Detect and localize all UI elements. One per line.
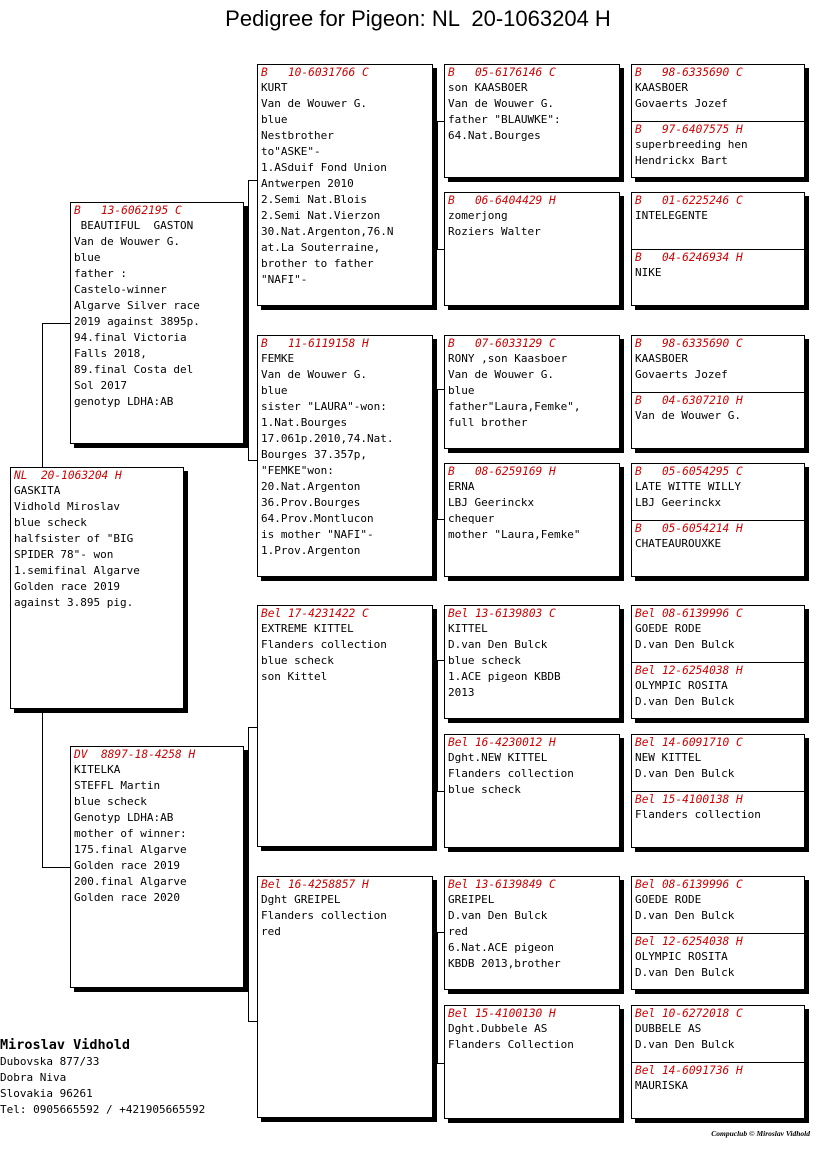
subject-detail-line: blue scheck <box>14 516 87 529</box>
grandparent-detail-line: Dght GREIPEL <box>261 893 341 906</box>
great-great-grandparent-detail-line: GOEDE RODE <box>635 622 702 635</box>
connector-line <box>248 180 249 460</box>
grandparent-detail-line: is mother "NAFI"- <box>261 528 374 541</box>
connector-line <box>437 389 438 519</box>
dam-section <box>632 1062 804 1118</box>
grandparent-card[interactable] <box>257 335 433 577</box>
sire-section <box>632 606 804 662</box>
great-great-grandparent-ring-number: Bel 15-4100138 H <box>635 793 743 806</box>
connector-line <box>42 867 70 868</box>
great-great-grandparent-detail-line: Flanders collection <box>635 808 761 821</box>
owner-phone: Tel: 0905665592 / +421905665592 <box>0 1103 206 1116</box>
great-great-grandparent-ring-number: Bel 12-6254038 H <box>635 664 743 677</box>
great-great-grandparent-detail-line: GOEDE RODE <box>635 893 702 906</box>
great-grandparent-ring-number: B 06-6404429 H <box>448 194 556 207</box>
great-grandparent-detail-line: father "BLAUWKE": <box>448 113 561 126</box>
page-title: Pedigree for Pigeon: NL 20-1063204 H <box>225 6 611 31</box>
great-great-grandparent-detail-line: NEW KITTEL <box>635 751 702 764</box>
great-great-grandparent-pair-card[interactable] <box>631 734 805 848</box>
great-grandparent-ring-number: B 05-6176146 C <box>448 66 556 79</box>
father-card[interactable] <box>70 202 244 444</box>
sire-section <box>632 193 804 249</box>
great-grandparent-ring-number: B 08-6259169 H <box>448 465 556 478</box>
great-grandparent-detail-line: Van de Wouwer G. <box>448 368 554 381</box>
father-detail-line: 94.final Victoria <box>74 331 187 344</box>
dam-section <box>632 121 804 177</box>
great-great-grandparent-ring-number: Bel 12-6254038 H <box>635 935 743 948</box>
grandparent-detail-line: Nestbrother <box>261 129 334 142</box>
dam-section <box>632 249 804 305</box>
dam-section <box>632 791 804 847</box>
subject-pigeon-card[interactable] <box>10 467 184 709</box>
dam-section <box>632 662 804 718</box>
mother-detail-line: 175.final Algarve <box>74 843 187 856</box>
owner-address-line: Dubovska 877/33 <box>0 1055 100 1068</box>
great-great-grandparent-detail-line: DUBBELE AS <box>635 1022 702 1035</box>
great-great-grandparent-ring-number: Bel 14-6091736 H <box>635 1064 743 1077</box>
grandparent-ring-number: B 10-6031766 C <box>261 66 369 79</box>
sire-section <box>632 65 804 121</box>
grandparent-detail-line: Van de Wouwer G. <box>261 97 367 110</box>
dam-section <box>632 392 804 448</box>
grandparent-detail-line: red <box>261 925 281 938</box>
grandparent-detail-line: 1.Prov.Argenton <box>261 544 361 557</box>
great-great-grandparent-pair-card[interactable] <box>631 64 805 178</box>
great-grandparent-detail-line: son KAASBOER <box>448 81 528 94</box>
grandparent-detail-line: sister "LAURA"-won: <box>261 400 387 413</box>
great-grandparent-detail-line: ERNA <box>448 480 475 493</box>
great-great-grandparent-ring-number: B 05-6054214 H <box>635 522 743 535</box>
connector-line <box>248 1021 257 1022</box>
great-great-grandparent-detail-line: INTELEGENTE <box>635 209 708 222</box>
great-great-grandparent-ring-number: Bel 14-6091710 C <box>635 736 743 749</box>
great-grandparent-detail-line: full brother <box>448 416 528 429</box>
grandparent-detail-line: to"ASKE"- <box>261 145 321 158</box>
mother-detail-line: KITELKA <box>74 763 121 776</box>
grandparent-detail-line: 2.Semi Nat.Blois <box>261 193 367 206</box>
great-grandparent-detail-line: red <box>448 925 468 938</box>
grandparent-detail-line: 1.ASduif Fond Union <box>261 161 387 174</box>
great-great-grandparent-ring-number: Bel 08-6139996 C <box>635 607 743 620</box>
great-great-grandparent-detail-line: OLYMPIC ROSITA <box>635 679 728 692</box>
great-great-grandparent-detail-line: MAURISKA <box>635 1079 688 1092</box>
great-grandparent-card[interactable] <box>444 1005 620 1119</box>
great-grandparent-detail-line: father"Laura,Femke", <box>448 400 581 413</box>
great-grandparent-card[interactable] <box>444 734 620 848</box>
owner-name: Miroslav Vidhold <box>0 1037 131 1053</box>
connector-line <box>248 727 257 728</box>
father-detail-line: father : <box>74 267 127 280</box>
connector-line <box>42 323 70 324</box>
great-great-grandparent-detail-line: KAASBOER <box>635 81 688 94</box>
grandparent-ring-number: B 11-6119158 H <box>261 337 369 350</box>
connector-line <box>437 660 438 791</box>
great-great-grandparent-detail-line: LATE WITTE WILLY <box>635 480 741 493</box>
subject-ring-number: NL 20-1063204 H <box>14 469 122 482</box>
connector-line <box>42 709 43 867</box>
grandparent-detail-line: blue scheck <box>261 654 334 667</box>
father-detail-line: Falls 2018, <box>74 347 147 360</box>
great-great-grandparent-detail-line: KAASBOER <box>635 352 688 365</box>
grandparent-detail-line: 64.Prov.Montlucon <box>261 512 374 525</box>
great-great-grandparent-ring-number: B 05-6054295 C <box>635 465 743 478</box>
great-great-grandparent-detail-line: Hendrickx Bart <box>635 154 728 167</box>
great-great-grandparent-detail-line: D.van Den Bulck <box>635 909 735 922</box>
connector-line <box>248 460 257 461</box>
great-great-grandparent-detail-line: D.van Den Bulck <box>635 638 735 651</box>
great-grandparent-detail-line: GREIPEL <box>448 893 495 906</box>
great-grandparent-ring-number: B 07-6033129 C <box>448 337 556 350</box>
connector-line <box>248 727 249 1021</box>
great-great-grandparent-ring-number: Bel 08-6139996 C <box>635 878 743 891</box>
grandparent-detail-line: 1.Nat.Bourges <box>261 416 348 429</box>
grandparent-detail-line: "NAFI"- <box>261 273 308 286</box>
great-great-grandparent-ring-number: B 98-6335690 C <box>635 337 743 350</box>
father-detail-line: BEAUTIFUL GASTON <box>74 219 194 232</box>
great-grandparent-detail-line: blue scheck <box>448 783 521 796</box>
grandparent-detail-line: blue <box>261 113 288 126</box>
grandparent-detail-line: Van de Wouwer G. <box>261 368 367 381</box>
great-grandparent-detail-line: Roziers Walter <box>448 225 541 238</box>
grandparent-ring-number: Bel 16-4258857 H <box>261 878 369 891</box>
grandparent-detail-line: son Kittel <box>261 670 328 683</box>
father-detail-line: Sol 2017 <box>74 379 127 392</box>
great-grandparent-card[interactable] <box>444 64 620 178</box>
dam-section <box>632 933 804 989</box>
sire-section <box>632 877 804 933</box>
connector-line <box>437 932 444 933</box>
great-great-grandparent-detail-line: D.van Den Bulck <box>635 695 735 708</box>
connector-line <box>437 791 444 792</box>
connector-line <box>437 121 438 249</box>
great-great-grandparent-ring-number: B 98-6335690 C <box>635 66 743 79</box>
grandparent-detail-line: brother to father <box>261 257 374 270</box>
mother-detail-line: 200.final Algarve <box>74 875 187 888</box>
subject-detail-line: SPIDER 78"- won <box>14 548 114 561</box>
sire-section <box>632 464 804 520</box>
great-great-grandparent-pair-card[interactable] <box>631 1005 805 1119</box>
great-grandparent-ring-number: Bel 15-4100130 H <box>448 1007 556 1020</box>
great-grandparent-detail-line: D.van Den Bulck <box>448 638 548 651</box>
grandparent-card[interactable] <box>257 876 433 1118</box>
great-grandparent-detail-line: RONY ,son Kaasboer <box>448 352 568 365</box>
grandparent-card[interactable] <box>257 605 433 847</box>
connector-line <box>437 932 438 1063</box>
father-detail-line: Castelo-winner <box>74 283 167 296</box>
great-great-grandparent-detail-line: superbreeding hen <box>635 138 748 151</box>
connector-line <box>437 249 444 250</box>
great-great-grandparent-detail-line: CHATEAUROUXKE <box>635 537 722 550</box>
great-grandparent-detail-line: 64.Nat.Bourges <box>448 129 541 142</box>
great-grandparent-card[interactable] <box>444 192 620 306</box>
great-grandparent-detail-line: 2013 <box>448 686 475 699</box>
grandparent-card[interactable] <box>257 64 433 306</box>
great-grandparent-ring-number: Bel 13-6139803 C <box>448 607 556 620</box>
great-grandparent-detail-line: blue <box>448 384 475 397</box>
great-grandparent-detail-line: mother "Laura,Femke" <box>448 528 581 541</box>
great-great-grandparent-detail-line: D.van Den Bulck <box>635 1038 735 1051</box>
grandparent-detail-line: Flanders collection <box>261 638 387 651</box>
great-grandparent-detail-line: Dght.Dubbele AS <box>448 1022 548 1035</box>
great-great-grandparent-ring-number: Bel 10-6272018 C <box>635 1007 743 1020</box>
great-grandparent-ring-number: Bel 13-6139849 C <box>448 878 556 891</box>
father-detail-line: 89.final Costa del <box>74 363 194 376</box>
great-grandparent-detail-line: D.van Den Bulck <box>448 909 548 922</box>
great-grandparent-detail-line: 6.Nat.ACE pigeon <box>448 941 554 954</box>
connector-line <box>437 121 444 122</box>
connector-line <box>437 1063 444 1064</box>
great-grandparent-detail-line: Van de Wouwer G. <box>448 97 554 110</box>
great-grandparent-card[interactable] <box>444 463 620 577</box>
owner-block <box>0 1036 205 1118</box>
great-great-grandparent-ring-number: B 04-6246934 H <box>635 251 743 264</box>
owner-address-line: Dobra Niva <box>0 1071 67 1084</box>
sire-section <box>632 1006 804 1062</box>
great-great-grandparent-detail-line: LBJ Geerinckx <box>635 496 722 509</box>
mother-detail-line: mother of winner: <box>74 827 187 840</box>
mother-ring-number: DV 8897-18-4258 H <box>74 748 196 761</box>
connector-line <box>437 389 444 390</box>
connector-line <box>437 519 444 520</box>
subject-detail-line: GASKITA <box>14 484 61 497</box>
great-great-grandparent-pair-card[interactable] <box>631 463 805 577</box>
great-great-grandparent-detail-line: D.van Den Bulck <box>635 767 735 780</box>
great-grandparent-detail-line: chequer <box>448 512 495 525</box>
great-great-grandparent-ring-number: B 04-6307210 H <box>635 394 743 407</box>
grandparent-detail-line: 30.Nat.Argenton,76.N <box>261 225 394 238</box>
great-grandparent-detail-line: Flanders collection <box>448 767 574 780</box>
great-grandparent-detail-line: zomerjong <box>448 209 508 222</box>
great-great-grandparent-detail-line: NIKE <box>635 266 662 279</box>
connector-line <box>42 323 43 467</box>
great-great-grandparent-pair-card[interactable] <box>631 192 805 306</box>
great-great-grandparent-detail-line: OLYMPIC ROSITA <box>635 950 728 963</box>
subject-detail-line: Vidhold Miroslav <box>14 500 120 513</box>
grandparent-detail-line: at.La Souterraine, <box>261 241 381 254</box>
subject-detail-line: halfsister of "BIG <box>14 532 134 545</box>
grandparent-detail-line: KURT <box>261 81 288 94</box>
grandparent-detail-line: 17.061p.2010,74.Nat. <box>261 432 394 445</box>
footer-credit: Compuclub © Miroslav Vidhold <box>711 1129 810 1138</box>
grandparent-detail-line: 20.Nat.Argenton <box>261 480 361 493</box>
father-detail-line: Van de Wouwer G. <box>74 235 180 248</box>
grandparent-detail-line: Flanders collection <box>261 909 387 922</box>
grandparent-detail-line: "FEMKE"won: <box>261 464 334 477</box>
father-detail-line: 2019 against 3895p. <box>74 315 200 328</box>
subject-detail-line: Golden race 2019 <box>14 580 120 593</box>
grandparent-detail-line: Antwerpen 2010 <box>261 177 354 190</box>
father-detail-line: genotyp LDHA:AB <box>74 395 174 408</box>
great-great-grandparent-pair-card[interactable] <box>631 876 805 990</box>
connector-line <box>248 180 257 181</box>
grandparent-detail-line: 2.Semi Nat.Vierzon <box>261 209 381 222</box>
great-great-grandparent-detail-line: Govaerts Jozef <box>635 368 728 381</box>
father-ring-number: B 13-6062195 C <box>74 204 182 217</box>
great-grandparent-card[interactable] <box>444 335 620 449</box>
sire-section <box>632 336 804 392</box>
great-grandparent-detail-line: LBJ Geerinckx <box>448 496 535 509</box>
grandparent-detail-line: blue <box>261 384 288 397</box>
great-grandparent-detail-line: Flanders Collection <box>448 1038 574 1051</box>
great-grandparent-card[interactable] <box>444 605 620 719</box>
great-great-grandparent-ring-number: B 01-6225246 C <box>635 194 743 207</box>
great-great-grandparent-pair-card[interactable] <box>631 335 805 449</box>
great-great-grandparent-detail-line: D.van Den Bulck <box>635 966 735 979</box>
grandparent-detail-line: 36.Prov.Bourges <box>261 496 361 509</box>
great-grandparent-detail-line: KITTEL <box>448 622 488 635</box>
great-great-grandparent-detail-line: Govaerts Jozef <box>635 97 728 110</box>
mother-card[interactable] <box>70 746 244 988</box>
mother-detail-line: Golden race 2020 <box>74 891 180 904</box>
great-grandparent-detail-line: 1.ACE pigeon KBDB <box>448 670 561 683</box>
grandparent-ring-number: Bel 17-4231422 C <box>261 607 369 620</box>
father-detail-line: blue <box>74 251 101 264</box>
grandparent-detail-line: EXTREME KITTEL <box>261 622 354 635</box>
great-grandparent-detail-line: KBDB 2013,brother <box>448 957 561 970</box>
mother-detail-line: STEFFL Martin <box>74 779 161 792</box>
mother-detail-line: blue scheck <box>74 795 147 808</box>
great-grandparent-detail-line: Dght.NEW KITTEL <box>448 751 548 764</box>
mother-detail-line: Golden race 2019 <box>74 859 180 872</box>
subject-detail-line: 1.semifinal Algarve <box>14 564 140 577</box>
great-great-grandparent-detail-line: Van de Wouwer G. <box>635 409 741 422</box>
great-grandparent-card[interactable] <box>444 876 620 990</box>
great-great-grandparent-ring-number: B 97-6407575 H <box>635 123 743 136</box>
great-grandparent-detail-line: blue scheck <box>448 654 521 667</box>
great-grandparent-ring-number: Bel 16-4230012 H <box>448 736 556 749</box>
subject-detail-line: against 3.895 pig. <box>14 596 134 609</box>
father-detail-line: Algarve Silver race <box>74 299 200 312</box>
grandparent-detail-line: Bourges 37.357p, <box>261 448 367 461</box>
dam-section <box>632 520 804 576</box>
great-great-grandparent-pair-card[interactable] <box>631 605 805 719</box>
sire-section <box>632 735 804 791</box>
connector-line <box>437 660 444 661</box>
grandparent-detail-line: FEMKE <box>261 352 295 365</box>
mother-detail-line: Genotyp LDHA:AB <box>74 811 174 824</box>
owner-address-line: Slovakia 96261 <box>0 1087 93 1100</box>
